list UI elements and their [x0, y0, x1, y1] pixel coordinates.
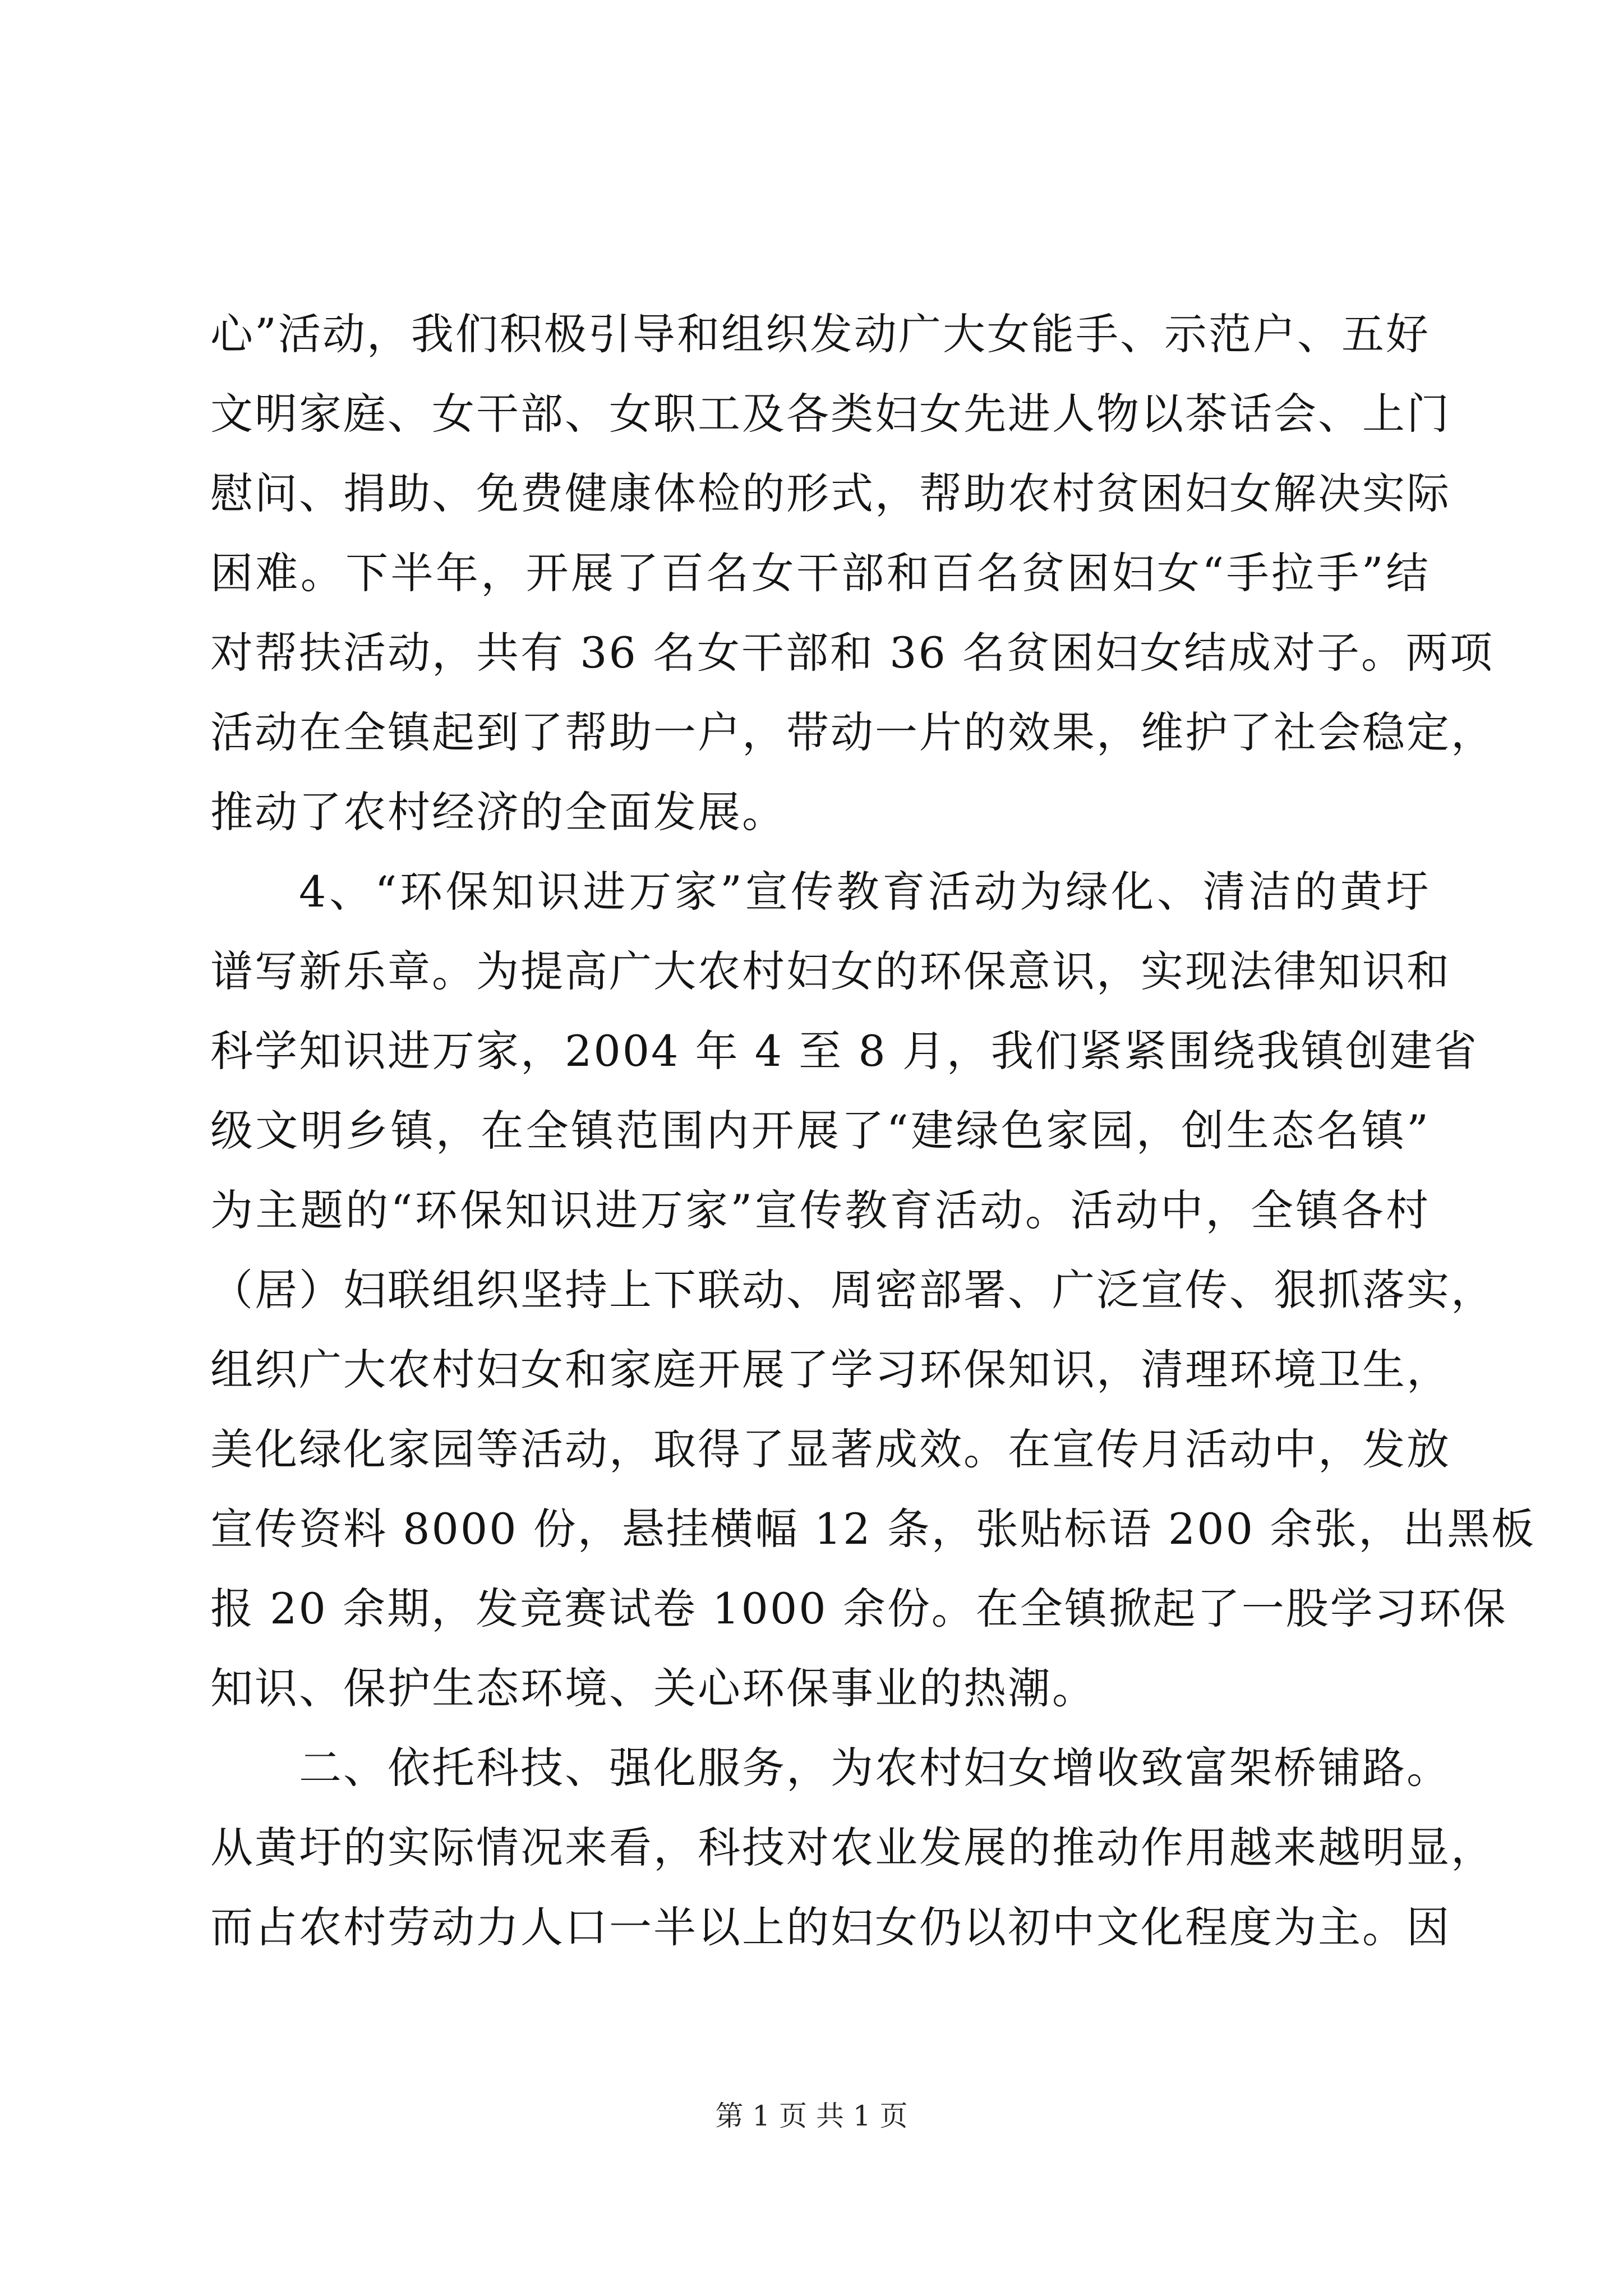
document-body [210, 295, 1536, 1967]
text-line: 困难。下半年，开展了百名女干部和百名贫困妇女“手拉手”结 [210, 548, 1430, 598]
text-line: 慰问、捐助、免费健康体检的形式，帮助农村贫困妇女解决实际 [210, 468, 1451, 518]
text-line: 从黄圩的实际情况来看，科技对农业发展的推动作用越来越明显， [210, 1823, 1495, 1872]
paragraph-start-line: 4、“环保知识进万家”宣传教育活动为绿化、清洁的黄圩 [299, 867, 1430, 917]
text-line: 心”活动，我们积极引导和组织发动广大女能手、示范户、五好 [210, 309, 1430, 359]
text-line: 活动在全镇起到了帮助一户，带动一片的效果，维护了社会稳定， [210, 707, 1495, 757]
page-number-footer: 第 1 页 共 1 页 [715, 2100, 908, 2132]
text-line: 文明家庭、女干部、女职工及各类妇女先进人物以茶话会、上门 [210, 389, 1451, 439]
text-line: （居）妇联组织坚持上下联动、周密部署、广泛宣传、狠抓落实， [210, 1265, 1495, 1315]
text-line: 谱写新乐章。为提高广大农村妇女的环保意识，实现法律知识和 [210, 946, 1451, 996]
text-line: 对帮扶活动，共有 36 名女干部和 36 名贫困妇女结成对子。两项 [210, 628, 1495, 678]
text-line: 报 20 余期，发竞赛试卷 1000 余份。在全镇掀起了一股学习环保 [210, 1584, 1507, 1634]
text-line: 级文明乡镇，在全镇范围内开展了“建绿色家园，创生态名镇” [210, 1106, 1430, 1156]
text-line: 科学知识进万家，2004 年 4 至 8 月，我们紧紧围绕我镇创建省 [210, 1026, 1478, 1076]
text-line: 美化绿化家园等活动，取得了显著成效。在宣传月活动中，发放 [210, 1424, 1451, 1474]
paragraph-start-line: 二、依托科技、强化服务，为农村妇女增收致富架桥铺路。 [299, 1743, 1451, 1793]
text-line: 而占农村劳动力人口一半以上的妇女仍以初中文化程度为主。因 [210, 1902, 1451, 1952]
text-line: 为主题的“环保知识进万家”宣传教育活动。活动中，全镇各村 [210, 1185, 1430, 1235]
text-line: 宣传资料 8000 份，悬挂横幅 12 条，张贴标语 200 余张，出黑板 [210, 1504, 1536, 1554]
text-line: 推动了农村经济的全面发展。 [210, 787, 786, 837]
text-line: 组织广大农村妇女和家庭开展了学习环保知识，清理环境卫生， [210, 1345, 1451, 1395]
text-line: 知识、保护生态环境、关心环保事业的热潮。 [210, 1663, 1096, 1713]
